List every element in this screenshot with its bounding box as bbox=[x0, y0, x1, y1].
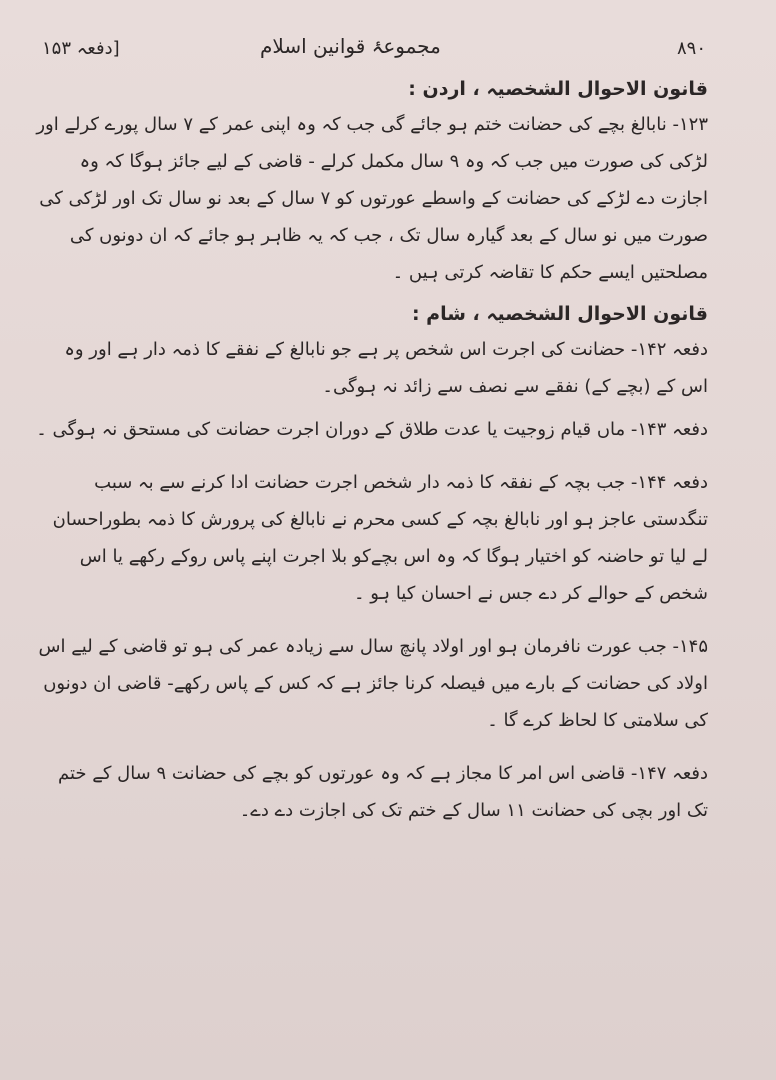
section-heading-jordan: قانون الاحوال الشخصیہ ، اردن : bbox=[408, 78, 708, 100]
page-body bbox=[36, 72, 708, 829]
paragraph-145: ۱۴۵- جب عورت نافرمان ہو اور اولاد پانچ سال سے زیادہ عمر کی ہو تو قاضی کے لیے اس اولاد کی حضانت کے بارے میں فیصلہ کرنا جائز ہے کہ کس کے پاس رکھے- قاضی ان دونوں کی سلامتی کا لحاظ کرے گا ۔ bbox=[38, 636, 708, 731]
section-reference: [دفعہ ۱۵۳ bbox=[42, 38, 120, 59]
paragraph-123: ۱۲۳- نابالغ بچے کی حضانت ختم ہو جائے گی جب کہ وہ اپنی عمر کے ۷ سال پورے کرلے اور لڑکی کی صورت میں جب کہ وہ ۹ سال مکمل کرلے - قاضی کے لیے جائز ہوگا کہ وہ اجازت دے لڑکے کی حضانت کے واسطے عورتوں کو ۷ سال کے بعد نو سال تک اور لڑکی کی صورت میں نو سال کے بعد گیارہ سال تک ، جب کہ یہ ظاہر ہو جائے کہ ان دونوں کی مصلحتیں ایسے حکم کا تقاضہ کرتی ہیں ۔ bbox=[36, 114, 708, 283]
section-heading-syria: قانون الاحوال الشخصیہ ، شام : bbox=[411, 303, 708, 325]
paragraph-147: دفعہ ۱۴۷- قاضی اس امر کا مجاز ہے کہ وہ عورتوں کو بچے کی حضانت ۹ سال کے ختم تک اور بچی کی حضانت ۱۱ سال کے ختم تک کی اجازت دے دے۔ bbox=[58, 763, 708, 821]
page-number: ۸۹۰ bbox=[676, 38, 706, 59]
paragraph-143: دفعہ ۱۴۳- ماں قیام زوجیت یا عدت طلاق کے دوران اجرت حضانت کی مستحق نہ ہوگی ۔ bbox=[36, 419, 708, 440]
paragraph-142: دفعہ ۱۴۲- حضانت کی اجرت اس شخص پر ہے جو نابالغ کے نفقے کا ذمہ دار ہے اور وہ اس کے (بچے کے) نفقے سے نصف سے زائد نہ ہوگی۔ bbox=[64, 339, 708, 397]
paragraph-144: دفعہ ۱۴۴- جب بچہ کے نفقہ کا ذمہ دار شخص اجرت حضانت ادا کرنے سے بہ سبب تنگدستی عاجز ہو اور نابالغ بچہ کے کسی محرم نے نابالغ کی پرورش کا ذمہ بطوراحسان لے لیا تو حاضنہ کو اختیار ہوگا کہ وہ اس بچےکو بلا اجرت اپنے پاس روکے رکھے یا اس شخص کے حوالے کر دے جس نے احسان کیا ہو ۔ bbox=[52, 472, 708, 604]
page-header bbox=[30, 30, 706, 70]
book-title: مجموعۂ قوانین اسلام bbox=[260, 34, 441, 58]
